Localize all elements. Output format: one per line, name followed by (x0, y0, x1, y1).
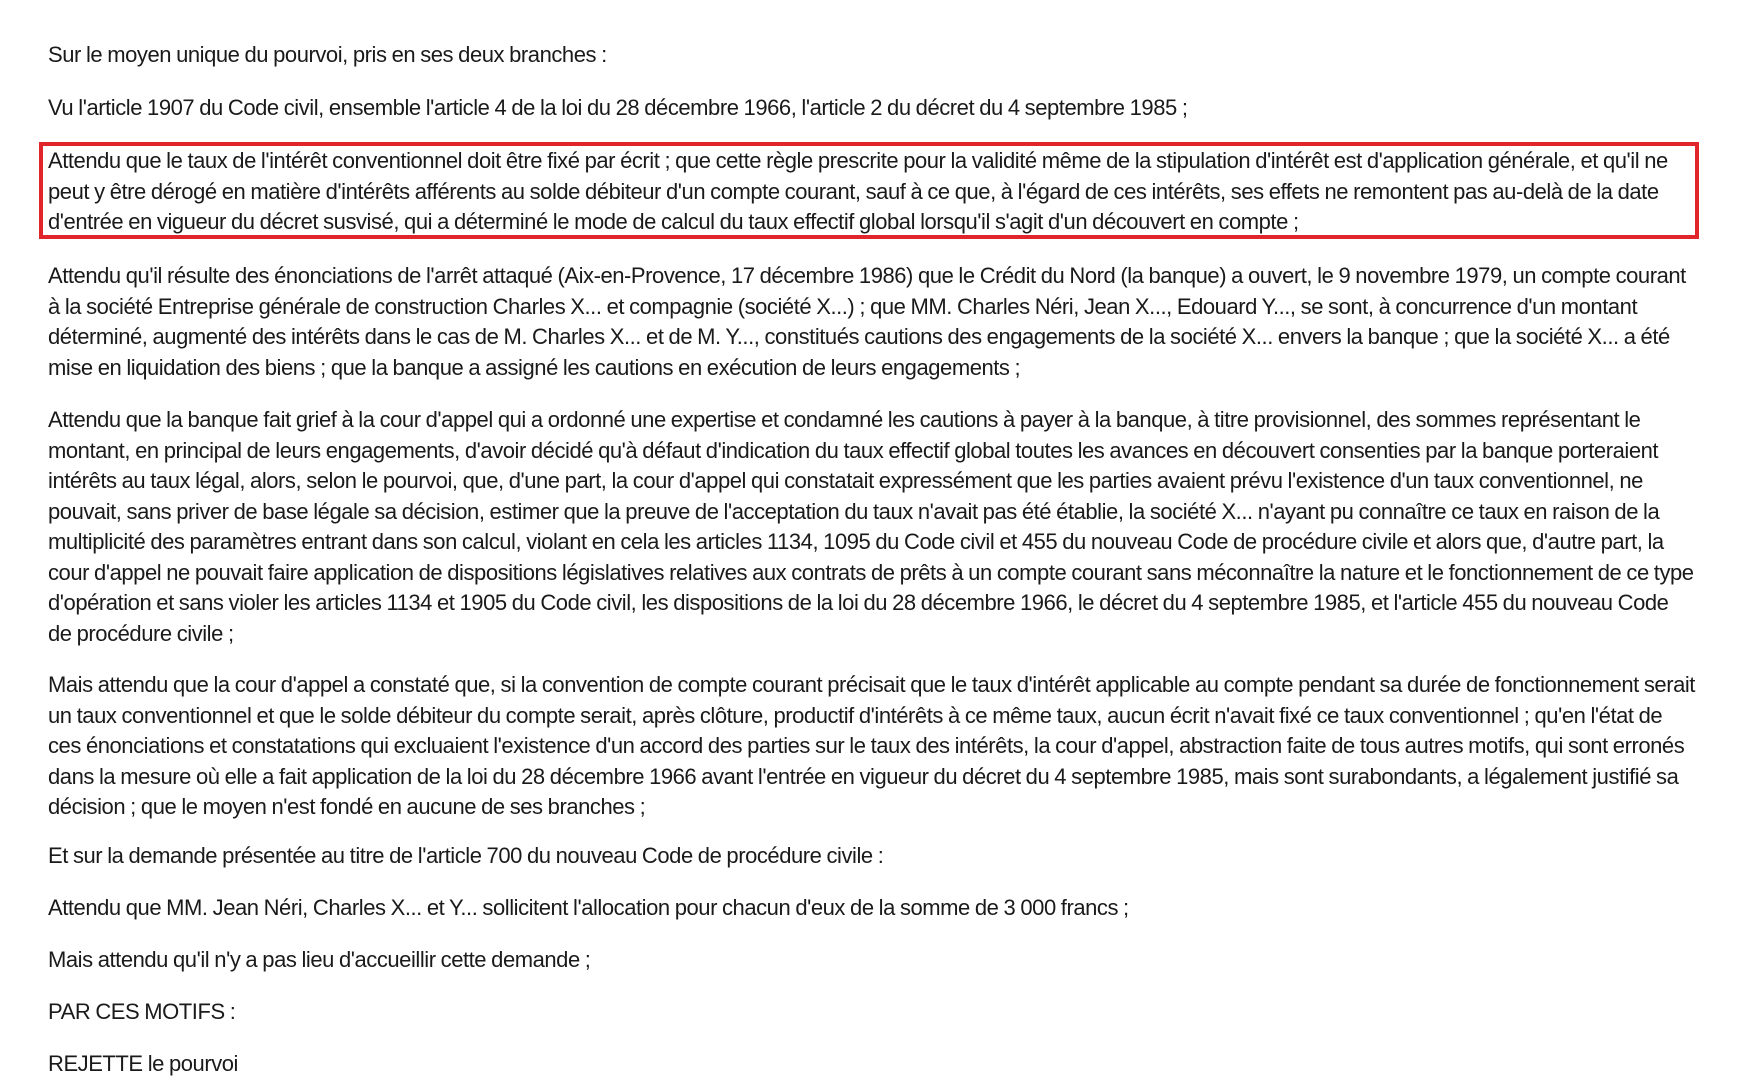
paragraph-attendu-taux-highlighted: Attendu que le taux de l'intérêt conventionnel doit être fixé par écrit ; que cette règle prescrite pour la validité même de la stipulation d'intérêt est d'application générale, et qu'il ne peut y être dérogé en matière d'intérêts afférents au solde débiteur d'un compte courant, sauf à ce que, à l'égard de ces intérêts, ses effets ne remontent pas au-delà de la date d'entrée en vigueur du décret susvisé, qui a déterminé le mode de calcul du taux effectif global lorsqu'il s'agit d'un découvert en compte ; (48, 148, 1668, 234)
paragraph-par-ces-motifs: PAR CES MOTIFS : (48, 999, 236, 1024)
paragraph-mais-attendu-constate: Mais attendu que la cour d'appel a constaté que, si la convention de compte courant précisait que le taux d'intérêt applicable au compte pendant sa durée de fonctionnement serait un taux conventionnel et que le solde débiteur du compte serait, après clôture, productif d'intérêts à ce même taux, aucun écrit n'avait fixé ce taux conventionnel ; qu'en l'état de ces énonciations et constatations qui excluaient l'existence d'un accord des parties sur le taux des intérêts, la cour d'appel, abstraction faite de tous autres motifs, qui sont erronés dans la mesure où elle a fait application de la loi du 28 décembre 1966 avant l'entrée en vigueur du décret du 4 septembre 1985, mais sont surabondants, a légalement justifié sa décision ; que le moyen n'est fondé en aucune de ses branches ; (48, 672, 1695, 819)
paragraph-mais-attendu-demande: Mais attendu qu'il n'y a pas lieu d'accueillir cette demande ; (48, 947, 591, 972)
paragraph-attendu-enonciations: Attendu qu'il résulte des énonciations de l'arrêt attaqué (Aix-en-Provence, 17 décembre 1986) que le Crédit du Nord (la banque) a ouvert, le 9 novembre 1979, un compte courant à la société Entreprise générale de construction Charles X... et compagnie (société X...) ; que MM. Charles Néri, Jean X..., Edouard Y..., se sont, à concurrence d'un montant déterminé, augmenté des intérêts dans le cas de M. Charles X... et de M. Y..., constitués cautions des engagements de la société X... envers la banque ; que la société X... a été mise en liquidation des biens ; que la banque a assigné les cautions en exécution de leurs engagements ; (48, 263, 1686, 380)
paragraph-attendu-allocation: Attendu que MM. Jean Néri, Charles X... et Y... sollicitent l'allocation pour chacun d'eux de la somme de 3 000 francs ; (48, 895, 1129, 920)
paragraph-rejette: REJETTE le pourvoi (48, 1051, 238, 1076)
paragraph-moyen-unique: Sur le moyen unique du pourvoi, pris en ses deux branches : (48, 42, 607, 67)
paragraph-attendu-grief: Attendu que la banque fait grief à la cour d'appel qui a ordonné une expertise et condamné les cautions à payer à la banque, à titre provisionnel, des sommes représentant le montant, en principal de leurs engagements, d'avoir décidé qu'à défaut d'indication du taux effectif global toutes les avances en découvert consenties par la banque porteraient intérêts au taux légal, alors, selon le pourvoi, que, d'une part, la cour d'appel qui constatait expressément que les parties avaient prévu l'existence d'un taux conventionnel, ne pouvait, sans priver de base légale sa décision, estimer que la preuve de l'acceptation du taux n'avait pas été établie, la société X... n'ayant pu connaître ce taux en raison de la multiplicité des paramètres entrant dans son calcul, violant en cela les articles 1134, 1095 du Code civil et 455 du nouveau Code de procédure civile et alors que, d'autre part, la cour d'appel ne pouvait faire application de dispositions législatives relatives aux contrats de prêts à un compte courant sans méconnaître la nature et le fonctionnement de ce type d'opération et sans violer les articles 1134 et 1905 du Code civil, les dispositions de la loi du 28 décembre 1966, le décret du 4 septembre 1985, et l'article 455 du nouveau Code de procédure civile ; (48, 407, 1694, 646)
paragraph-demande-article-700: Et sur la demande présentée au titre de l'article 700 du nouveau Code de procédure civile : (48, 843, 884, 868)
paragraph-vu-article: Vu l'article 1907 du Code civil, ensemble l'article 4 de la loi du 28 décembre 1966, l'article 2 du décret du 4 septembre 1985 ; (48, 95, 1188, 120)
